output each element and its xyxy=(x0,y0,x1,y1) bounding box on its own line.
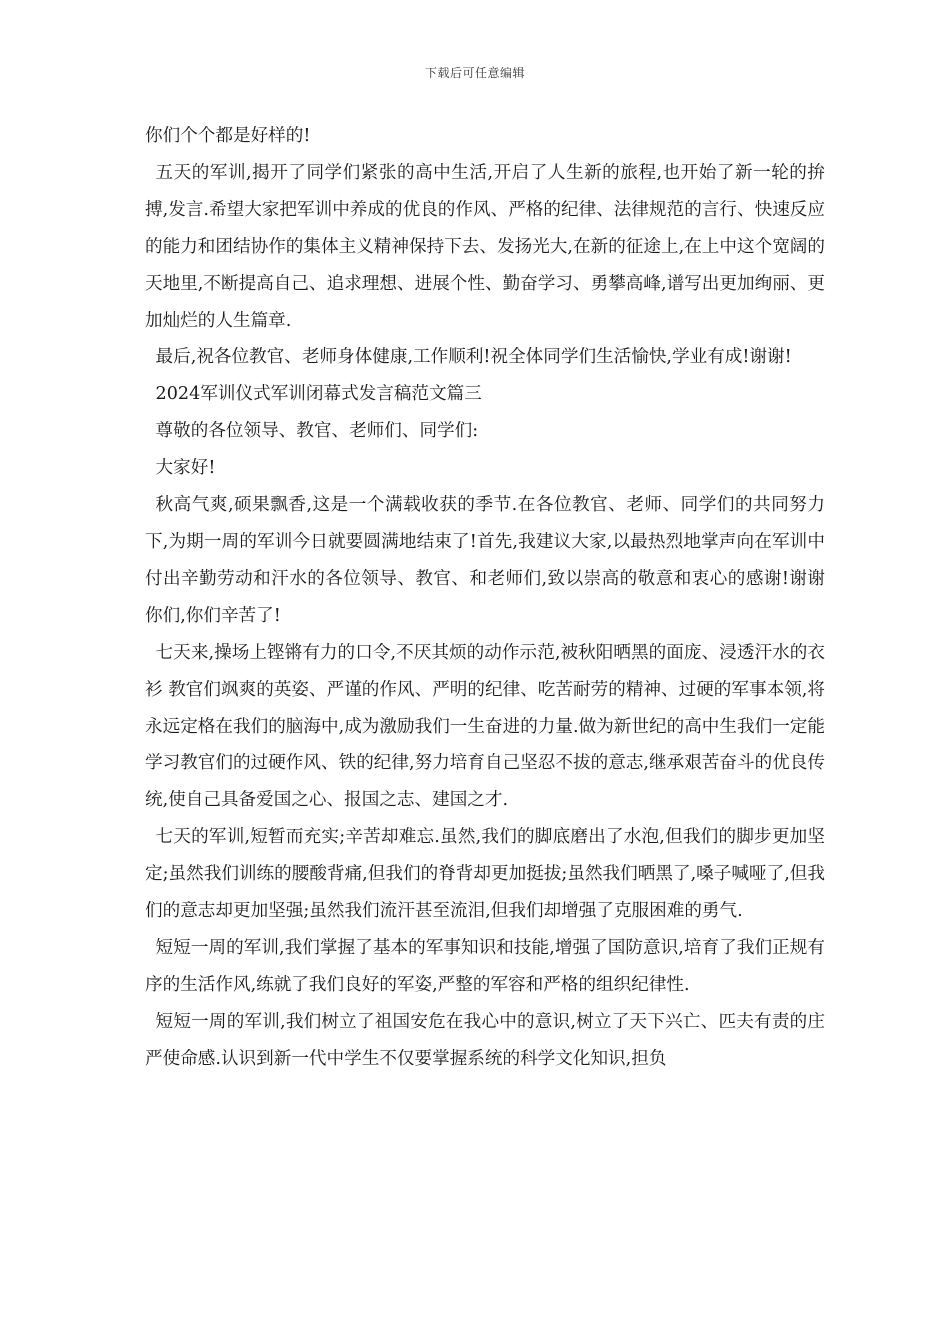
section-heading: 2024军训仪式军训闭幕式发言稿范文篇三 xyxy=(155,384,482,405)
paragraph: 短短一周的军训,我们掌握了基本的军事知识和技能,增强了国防意识,培育了我们正规有序的生活作风,练就了我们良好的军姿,严整的军容和严格的组织纪律性. xyxy=(145,937,825,995)
paragraph: 短短一周的军训,我们树立了祖国安危在我心中的意识,树立了天下兴亡、匹夫有责的庄严使命感.认识到新一代中学生不仅要掌握系统的科学文化知识,担负 xyxy=(145,1011,825,1069)
paragraph: 五天的军训,揭开了同学们紧张的高中生活,开启了人生新的旅程,也开始了新一轮的拚搏,发言.希望大家把军训中养成的优良的作风、严格的纪律、法律规范的言行、快速反应的能力和团结协作的集体主义精神保持下去、发扬光大,在新的征途上,在上中这个宽阔的天地里,不断提高自己、追求理想、进展个性、勤奋学习、勇攀高峰,谱写出更加绚丽、更加灿烂的人生篇章. xyxy=(145,162,825,331)
paragraph: 七天来,操场上铿锵有力的口令,不厌其烦的动作示范,被秋阳晒黑的面庞、浸透汗水的衣衫 教官们飒爽的英姿、严谨的作风、严明的纪律、吃苦耐劳的精神、过硬的军事本领,将永远定格在我们的脑海中,成为激励我们一生奋进的力量.做为新世纪的高中生我们一定能学习教官们的过硬作风、铁的纪律,努力培育自己坚忍不拔的意志,继承艰苦奋斗的优良传统,使自己具备爱国之心、报国之志、建国之才. xyxy=(145,642,825,811)
greeting: 大家好! xyxy=(155,458,216,479)
salutation: 尊敬的各位领导、教官、老师们、同学们: xyxy=(155,421,479,442)
page-header: 下载后可任意编辑 xyxy=(424,66,525,80)
document-body xyxy=(145,118,825,1078)
paragraph: 秋高气爽,硕果飘香,这是一个满载收获的季节.在各位教官、老师、同学们的共同努力下,为期一周的军训今日就要圆满地结束了!首先,我建议大家,以最热烈地掌声向在军训中付出辛勤劳动和汗水的各位领导、教官、和老师们,致以崇高的敬意和衷心的感谢!谢谢你们,你们辛苦了! xyxy=(145,495,825,626)
paragraph: 最后,祝各位教官、老师身体健康,工作顺利!祝全体同学们生活愉快,学业有成!谢谢! xyxy=(155,347,792,368)
paragraph: 七天的军训,短暂而充实;辛苦却难忘.虽然,我们的脚底磨出了水泡,但我们的脚步更加坚定;虽然我们训练的腰酸背痛,但我们的脊背却更加挺拔;虽然我们晒黑了,嗓子喊哑了,但我们的意志却更加坚强;虽然我们流汗甚至流泪,但我们却增强了克服困难的勇气. xyxy=(145,827,825,922)
paragraph: 你们个个都是好样的! xyxy=(145,126,311,146)
